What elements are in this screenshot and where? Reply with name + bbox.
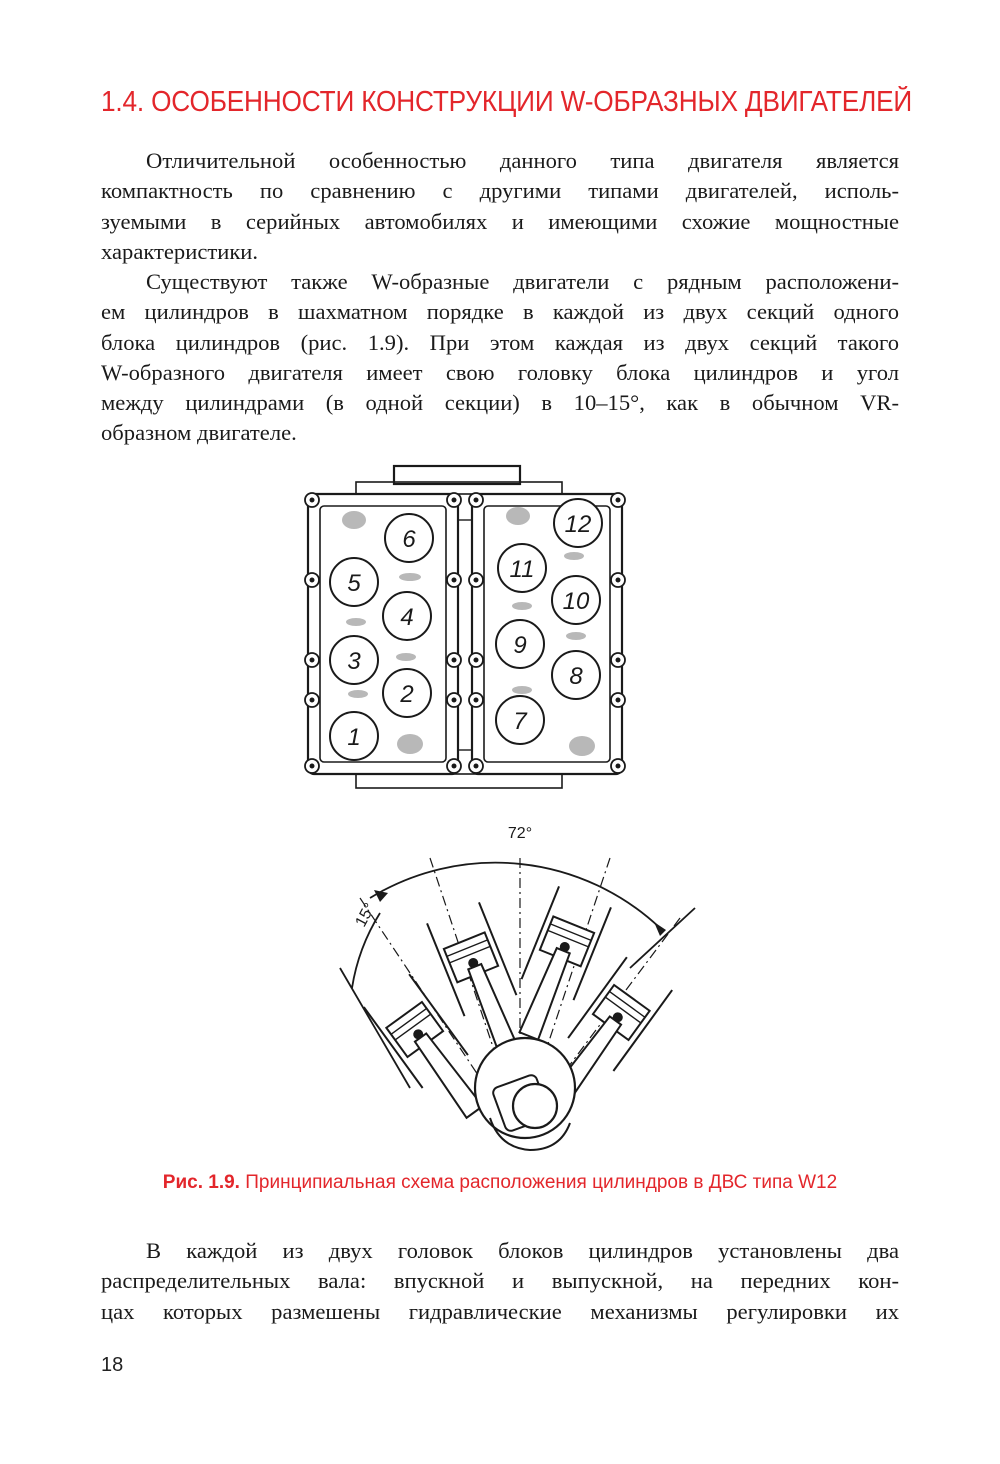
cylinder-label: 10 (562, 588, 590, 615)
figure-caption (0, 1172, 1000, 1194)
cylinder-label: 4 (400, 604, 414, 631)
cylinder-block-diagram (290, 460, 640, 795)
section-heading: 1.4. ОСОБЕННОСТИ КОНСТРУКЦИИ W-ОБРАЗНЫХ ДВИГАТЕЛЕЙ (101, 86, 913, 118)
w12-cross-section-diagram (330, 818, 710, 1163)
cylinder-label: 12 (564, 511, 592, 538)
text-line: В каждой из двух головок блоков цилиндров установлены два (146, 1238, 899, 1263)
text-line: компактность по сравнению с другими типами двигателей, исполь- (101, 178, 899, 204)
cylinder-label: 5 (347, 570, 361, 597)
text-line: образном двигателе. (101, 420, 297, 446)
text-line: между цилиндрами (в одной секции) в 10–15°, как в обычном VR- (101, 390, 899, 416)
text-line: W-образного двигателя имеет свою головку блока цилиндров и угол (101, 359, 899, 385)
text-line: Отличительной особенностью данного типа двигателя является (146, 148, 899, 173)
text-line: ем цилиндров в шахматном порядке в каждой из двух секций одного (101, 299, 899, 325)
text-line: блока цилиндров (рис. 1.9). При этом каждая из двух секций такого (101, 329, 899, 355)
text-line: зуемыми в серийных автомобилях и имеющими схожие мощностные (101, 208, 899, 234)
cylinder-label: 7 (513, 708, 527, 735)
caption-label: Рис. 1.9. (162, 1172, 240, 1193)
cylinder-label: 6 (402, 526, 416, 553)
page-number: 18 (101, 1354, 124, 1376)
angle-total-label: 72° (507, 825, 533, 842)
angle-bank-label: 15° (352, 900, 379, 930)
text-line: распределительных вала: впускной и выпускной, на передних кон- (101, 1268, 899, 1294)
paragraph-2 (101, 267, 899, 449)
cylinder-label: 3 (347, 648, 361, 675)
cylinder-label: 1 (347, 724, 361, 751)
cylinder-label: 11 (509, 556, 535, 583)
cylinder-label: 9 (513, 632, 527, 659)
caption-text: Принципиальная схема расположения цилиндров в ДВС типа W12 (245, 1172, 838, 1193)
cylinder-label: 8 (569, 663, 583, 690)
paragraph-1 (101, 146, 899, 267)
text-line: цах которых размешены гидравлические механизмы регулировки их (101, 1298, 899, 1324)
paragraph-3 (101, 1236, 899, 1327)
text-line: Существуют также W-образные двигатели с рядным расположени- (146, 269, 899, 294)
cylinder-label: 2 (400, 681, 414, 708)
text-line: характеристики. (101, 238, 259, 264)
